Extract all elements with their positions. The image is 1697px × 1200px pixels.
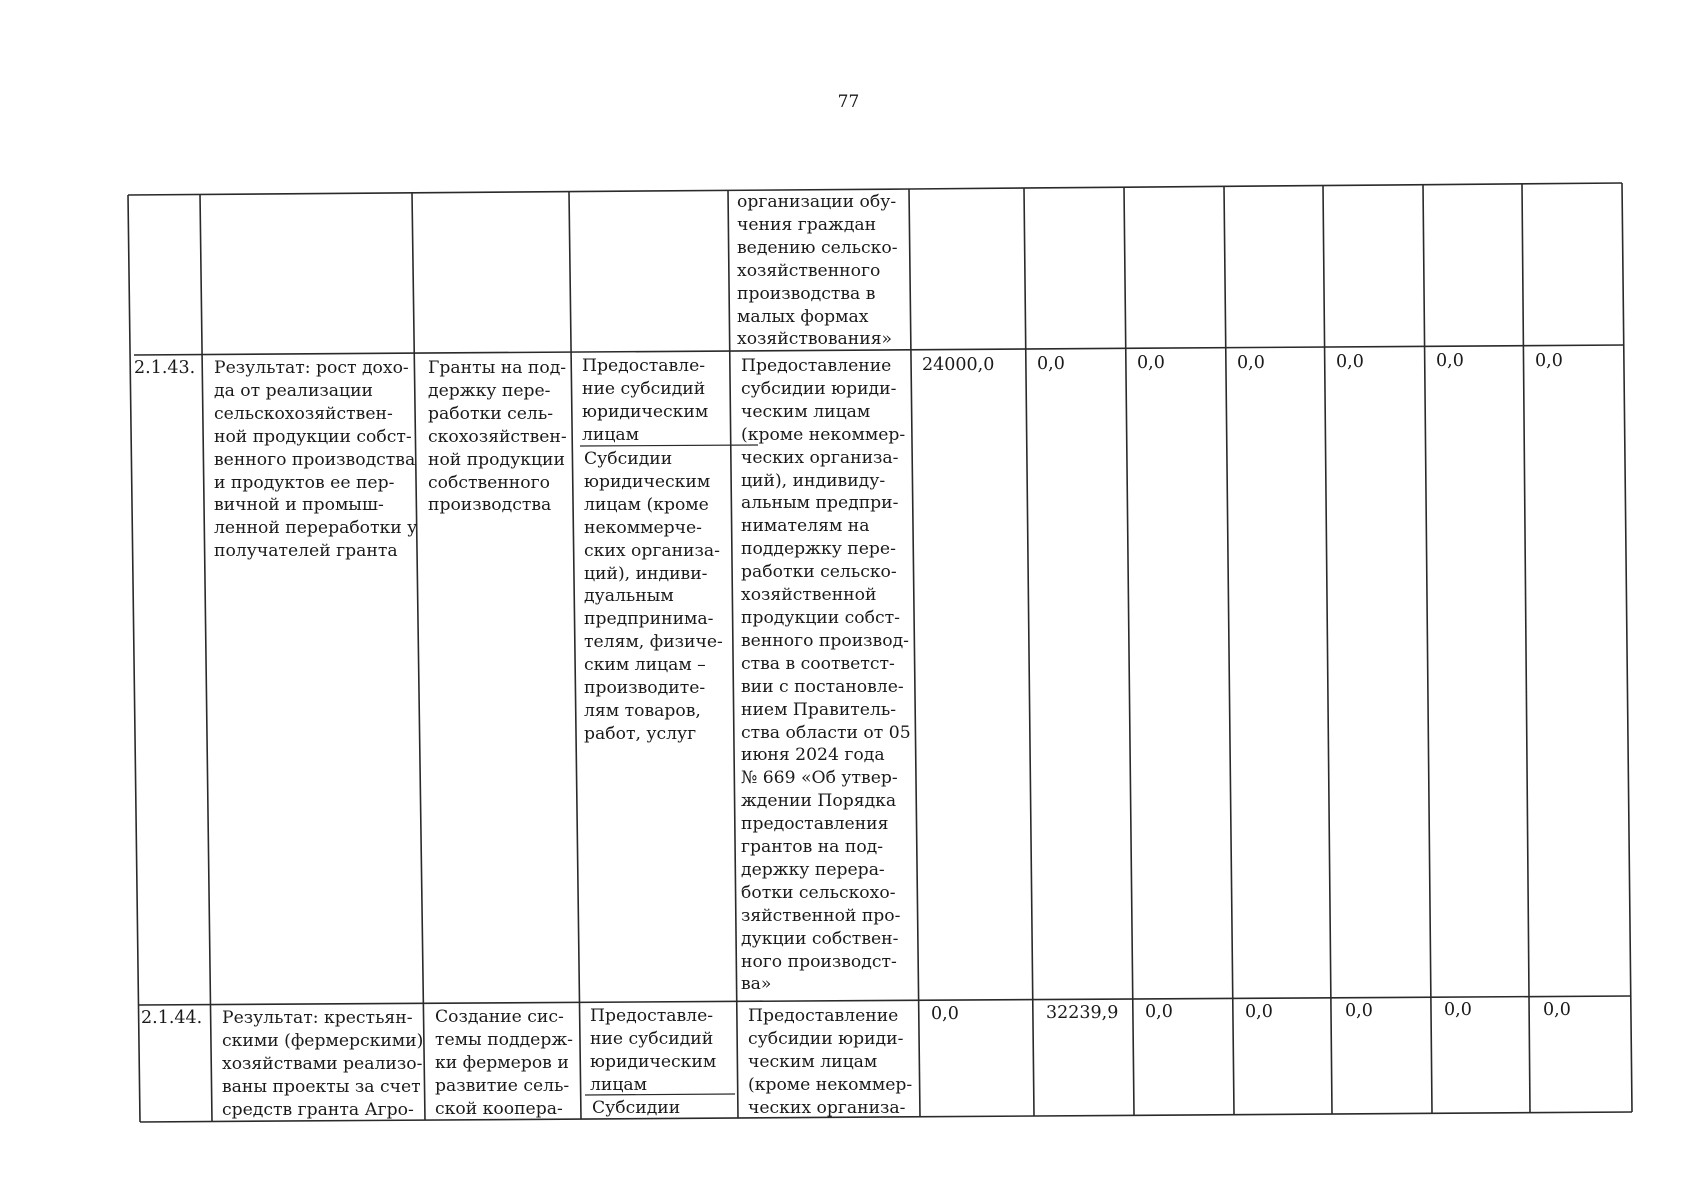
row-2144-type-bottom: Субсидии bbox=[592, 1098, 681, 1118]
row-2143-event: Гранты на под- держку пере- работки сель- скохозяйствен- ной продукции собственного производства bbox=[428, 358, 567, 516]
row-2144-value-2: 32239,9 bbox=[1046, 1003, 1119, 1023]
row-2143-value-4: 0,0 bbox=[1237, 353, 1265, 373]
row-2143-code: 2.1.43. bbox=[134, 358, 196, 378]
col-line-1 bbox=[200, 194, 212, 1122]
col-line-2 bbox=[412, 193, 425, 1120]
row-2144-value-5: 0,0 bbox=[1345, 1001, 1373, 1021]
row-2144-code: 2.1.44. bbox=[141, 1008, 203, 1028]
row-2143-value-1: 24000,0 bbox=[922, 355, 995, 375]
col-line-5 bbox=[909, 189, 920, 1117]
row-2143-value-2: 0,0 bbox=[1037, 354, 1065, 374]
row-divider-2144 bbox=[139, 996, 1630, 1005]
row-2144-value-3: 0,0 bbox=[1145, 1002, 1173, 1022]
col-line-6 bbox=[1024, 188, 1034, 1116]
col-line-3 bbox=[569, 192, 581, 1119]
col-line-11 bbox=[1522, 184, 1530, 1113]
row-2143-result: Результат: рост дохо- да от реализации сельскохозяйствен- ной продукции собст- венного производства и продуктов ее пер- вичной и промыш- ленной переработки у получателей гранта bbox=[214, 358, 418, 562]
col-line-12 bbox=[1622, 183, 1632, 1112]
row-2144-result: Результат: крестьян- скими (фермерскими) хозяйствами реализо- ваны проекты за счет средств гранта Агро- bbox=[222, 1008, 424, 1120]
row-2144-type-top: Предоставле- ние субсидий юридическим лицам bbox=[590, 1006, 717, 1095]
col-line-10 bbox=[1423, 184, 1432, 1113]
row-2143-value-5: 0,0 bbox=[1336, 352, 1364, 372]
row-2144-value-4: 0,0 bbox=[1245, 1002, 1273, 1022]
prev-row-indicator-text: организации обу- чения граждан ведению сельско- хозяйственного производства в малых формах хозяйствования» bbox=[737, 192, 898, 350]
row-2144-value-7: 0,0 bbox=[1543, 1000, 1571, 1020]
row-2143-value-3: 0,0 bbox=[1137, 353, 1165, 373]
row-2144-description: Предоставление субсидии юриди- ческим лицам (кроме некоммер- ческих организа- bbox=[748, 1006, 913, 1118]
row-2143-value-6: 0,0 bbox=[1436, 351, 1464, 371]
col-line-9 bbox=[1323, 185, 1332, 1114]
page-number: 77 bbox=[837, 92, 860, 112]
col-line-0 bbox=[128, 195, 140, 1122]
table-top-border-right bbox=[910, 183, 1622, 189]
row-2144-value-1: 0,0 bbox=[931, 1004, 959, 1024]
row-2144-event: Создание сис- темы поддерж- ки фермеров и развитие сель- ской коопера- bbox=[435, 1007, 573, 1119]
row-2143-type-top: Предоставле- ние субсидий юридическим лицам bbox=[582, 356, 709, 445]
row-2143-value-7: 0,0 bbox=[1535, 351, 1563, 371]
col-line-7 bbox=[1124, 187, 1134, 1115]
row-2143-description: Предоставление субсидии юриди- ческим лицам (кроме некоммер- ческих организа- ций), индивиду- альным предпри- нимателям на поддержку пере- работки сельско- хозяйственной продукции собст- венного производ- ства в соответст- вии с постановле- нием Правитель- ства области от 05 июня 2024 года № 669 «Об утвер- ждении Порядка предоставления грантов на под- держку перера- ботки сельскохо- зяйственной про- дукции собствен- ного производст- ва» bbox=[741, 356, 911, 995]
row-2143-type-bottom: Субсидии юридическим лицам (кроме некоммерче- ских организа- ций), индиви- дуальным предпринима- телям, физиче- ским лицам – производите- лям товаров, работ, услуг bbox=[584, 449, 723, 744]
row-2144-value-6: 0,0 bbox=[1444, 1000, 1472, 1020]
col-line-8 bbox=[1224, 186, 1234, 1114]
